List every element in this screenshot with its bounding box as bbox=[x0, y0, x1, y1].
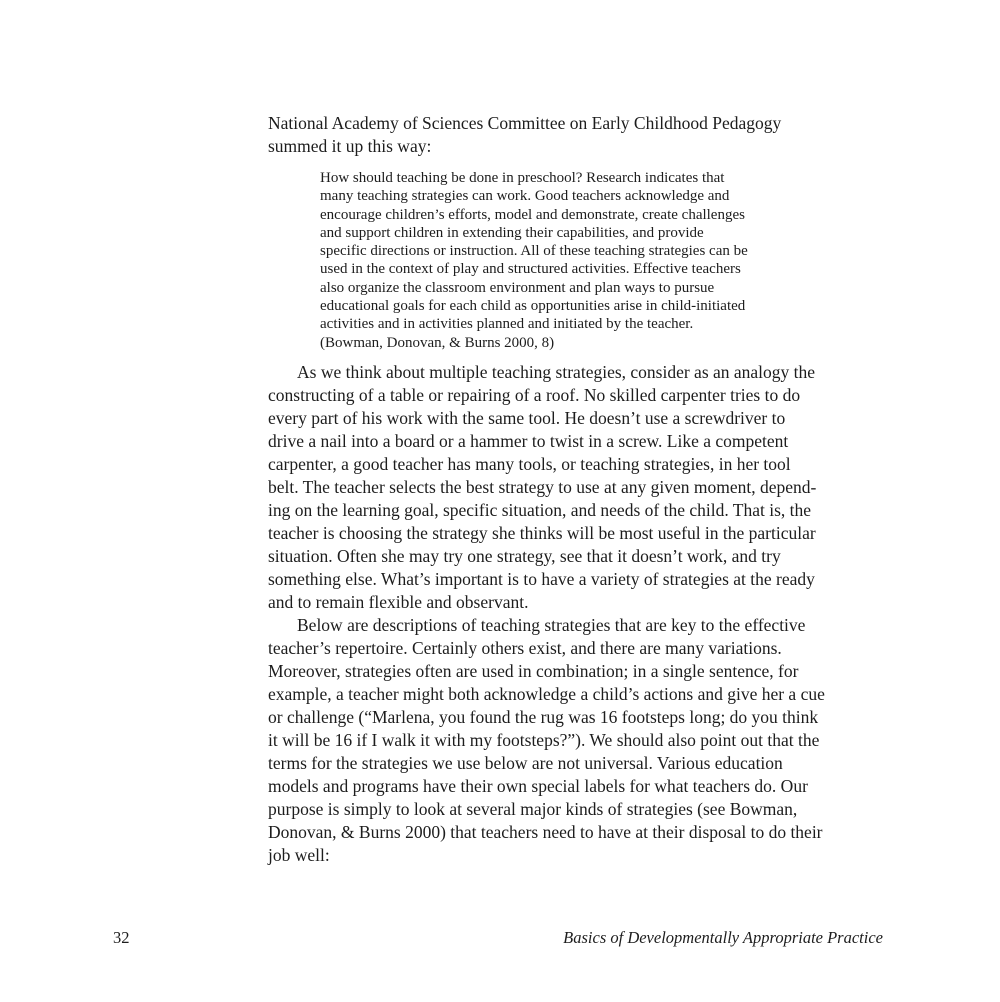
text-line: As we think about multiple teaching strategies, consider as an analogy the bbox=[297, 361, 816, 382]
paragraph-analogy bbox=[268, 361, 886, 614]
text-line: many teaching strategies can work. Good teachers acknowledge and bbox=[320, 188, 730, 205]
text-line: job well: bbox=[268, 844, 330, 865]
text-line: National Academy of Sciences Committee on Early Childhood Pedagogy bbox=[268, 113, 782, 133]
text-line: teacher’s repertoire. Certainly others exist, and there are many variations. bbox=[268, 637, 782, 658]
text-line: teacher is choosing the strategy she thinks will be most useful in the particular bbox=[268, 522, 816, 543]
text-line: terms for the strategies we use below are not universal. Various education bbox=[268, 752, 783, 773]
text-line: also organize the classroom environment and plan ways to pursue bbox=[320, 279, 715, 296]
paragraph-intro bbox=[268, 112, 886, 158]
text-line: it will be 16 if I walk it with my footsteps?”). We should also point out that the bbox=[268, 729, 820, 750]
page-footer bbox=[113, 928, 883, 948]
page-body bbox=[268, 112, 886, 867]
text-line: used in the context of play and structured activities. Effective teachers bbox=[320, 261, 741, 278]
text-line: models and programs have their own special labels for what teachers do. Our bbox=[268, 775, 808, 796]
text-line: drive a nail into a board or a hammer to twist in a screw. Like a competent bbox=[268, 430, 789, 451]
text-line: something else. What’s important is to have a variety of strategies at the ready bbox=[268, 568, 815, 589]
text-line: belt. The teacher selects the best strategy to use at any given moment, depend- bbox=[268, 476, 817, 497]
text-line: and support children in extending their capabilities, and provide bbox=[320, 224, 704, 241]
text-line: ing on the learning goal, specific situation, and needs of the child. That is, the bbox=[268, 499, 812, 520]
text-line: educational goals for each child as opportunities arise in child-initiated bbox=[320, 298, 746, 315]
text-line: How should teaching be done in preschool? Research indicates that bbox=[320, 170, 725, 186]
text-line: Moreover, strategies often are used in combination; in a single sentence, for bbox=[268, 660, 799, 681]
text-line: and to remain flexible and observant. bbox=[268, 591, 529, 612]
text-line: summed it up this way: bbox=[268, 136, 432, 156]
running-title: Basics of Developmentally Appropriate Practice bbox=[563, 928, 883, 947]
text-line: encourage children’s efforts, model and demonstrate, create challenges bbox=[320, 206, 745, 223]
text-line: activities and in activities planned and initiated by the teacher. bbox=[320, 316, 694, 333]
text-line: every part of his work with the same tool. He doesn’t use a screwdriver to bbox=[268, 407, 786, 428]
paragraph-strategies bbox=[268, 614, 886, 867]
text-line: (Bowman, Donovan, & Burns 2000, 8) bbox=[320, 334, 555, 351]
text-line: purpose is simply to look at several major kinds of strategies (see Bowman, bbox=[268, 798, 798, 819]
text-line: situation. Often she may try one strategy, see that it doesn’t work, and try bbox=[268, 545, 781, 566]
text-line: or challenge (“Marlena, you found the rug was 16 footsteps long; do you think bbox=[268, 706, 819, 727]
block-quote bbox=[320, 169, 886, 352]
text-line: constructing of a table or repairing of a roof. No skilled carpenter tries to do bbox=[268, 384, 801, 405]
text-line: example, a teacher might both acknowledge a child’s actions and give her a cue bbox=[268, 683, 825, 704]
text-line: carpenter, a good teacher has many tools, or teaching strategies, in her tool bbox=[268, 453, 791, 474]
page-number: 32 bbox=[113, 928, 130, 947]
text-line: Donovan, & Burns 2000) that teachers need to have at their disposal to do their bbox=[268, 821, 823, 842]
text-line: Below are descriptions of teaching strategies that are key to the effective bbox=[297, 614, 806, 635]
text-line: specific directions or instruction. All of these teaching strategies can be bbox=[320, 243, 748, 260]
